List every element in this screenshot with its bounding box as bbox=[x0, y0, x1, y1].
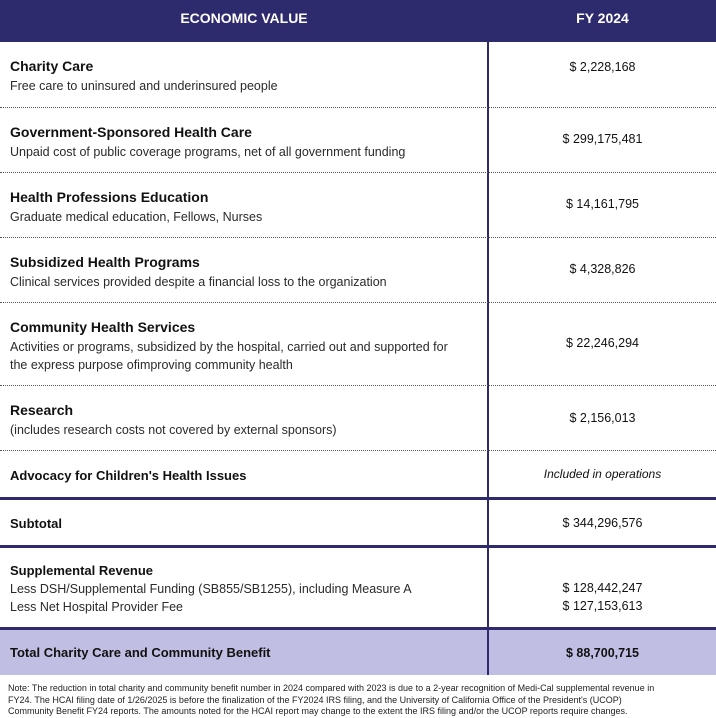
row-description: Activities or programs, subsidized by the hospital, carried out and supported for bbox=[10, 340, 448, 354]
row-title: Government-Sponsored Health Care bbox=[10, 124, 252, 140]
row-description: Graduate medical education, Fellows, Nurses bbox=[10, 210, 263, 224]
table-row-government-health-care bbox=[0, 108, 716, 173]
row-title: Advocacy for Children's Health Issues bbox=[10, 468, 247, 483]
row-title: Supplemental Revenue bbox=[10, 563, 154, 578]
row-title: Community Health Services bbox=[10, 319, 196, 335]
row-description: Free care to uninsured and underinsured people bbox=[10, 79, 278, 93]
row-value: $ 22,246,294 bbox=[566, 336, 639, 350]
row-value: $ 14,161,795 bbox=[566, 197, 639, 211]
supplemental-value-dsh: $ 128,442,247 bbox=[562, 581, 643, 595]
footnote-line: Note: The reduction in total charity and community benefit number in 2024 compared with 2023 is due to a 2-year recognition of Medi-Cal supplemental revenue in bbox=[8, 683, 655, 693]
row-description: (includes research costs not covered by external sponsors) bbox=[10, 423, 337, 437]
header-economic-value: ECONOMIC VALUE bbox=[180, 10, 308, 26]
row-description: the express purpose ofimproving community health bbox=[10, 358, 293, 372]
supplemental-value-provider-fee: $ 127,153,613 bbox=[562, 599, 643, 613]
row-value: $ 2,156,013 bbox=[569, 411, 636, 425]
footnote-line: Community Benefit FY24 reports. The amounts noted for the HCAI report may change to the extent the IRS filing and/or the UCOP reports require changes. bbox=[8, 706, 628, 716]
row-value: $ 299,175,481 bbox=[562, 132, 643, 146]
footnote bbox=[8, 683, 708, 718]
row-value: $ 2,228,168 bbox=[569, 60, 636, 74]
table-row-subsidized-health-programs bbox=[0, 238, 716, 303]
table-row-research bbox=[0, 386, 716, 451]
row-description: Unpaid cost of public coverage programs, net of all government funding bbox=[10, 145, 406, 159]
total-value: $ 88,700,715 bbox=[566, 646, 639, 660]
footnote-line: FY24. The HCAI filing date of 1/26/2025 is before the finalization of the FY2024 IRS filing, and the University of California Office of the President's (UCOP) bbox=[8, 694, 622, 705]
row-title: Research bbox=[10, 402, 74, 418]
row-description: Clinical services provided despite a financial loss to the organization bbox=[10, 275, 387, 289]
supplemental-line-dsh: Less DSH/Supplemental Funding (SB855/SB1255), including Measure A bbox=[10, 582, 412, 596]
row-title: Health Professions Education bbox=[10, 189, 209, 205]
table-row-subtotal bbox=[0, 500, 716, 548]
row-value: $ 4,328,826 bbox=[569, 262, 636, 276]
row-title: Subsidized Health Programs bbox=[10, 254, 200, 270]
table-row-health-professions-education bbox=[0, 173, 716, 238]
table-row-total bbox=[0, 630, 716, 675]
table-header bbox=[0, 0, 716, 42]
header-fy2024: FY 2024 bbox=[576, 10, 629, 26]
table-row-charity-care bbox=[0, 42, 716, 108]
table-row-supplemental-revenue bbox=[0, 548, 716, 630]
table-row-advocacy bbox=[0, 451, 716, 500]
total-label: Total Charity Care and Community Benefit bbox=[10, 645, 271, 660]
row-value: Included in operations bbox=[543, 467, 662, 481]
table-row-community-health-services bbox=[0, 303, 716, 386]
row-title: Charity Care bbox=[10, 58, 94, 74]
supplemental-line-provider-fee: Less Net Hospital Provider Fee bbox=[10, 600, 183, 614]
subtotal-label: Subtotal bbox=[10, 516, 62, 531]
subtotal-value: $ 344,296,576 bbox=[562, 516, 643, 530]
